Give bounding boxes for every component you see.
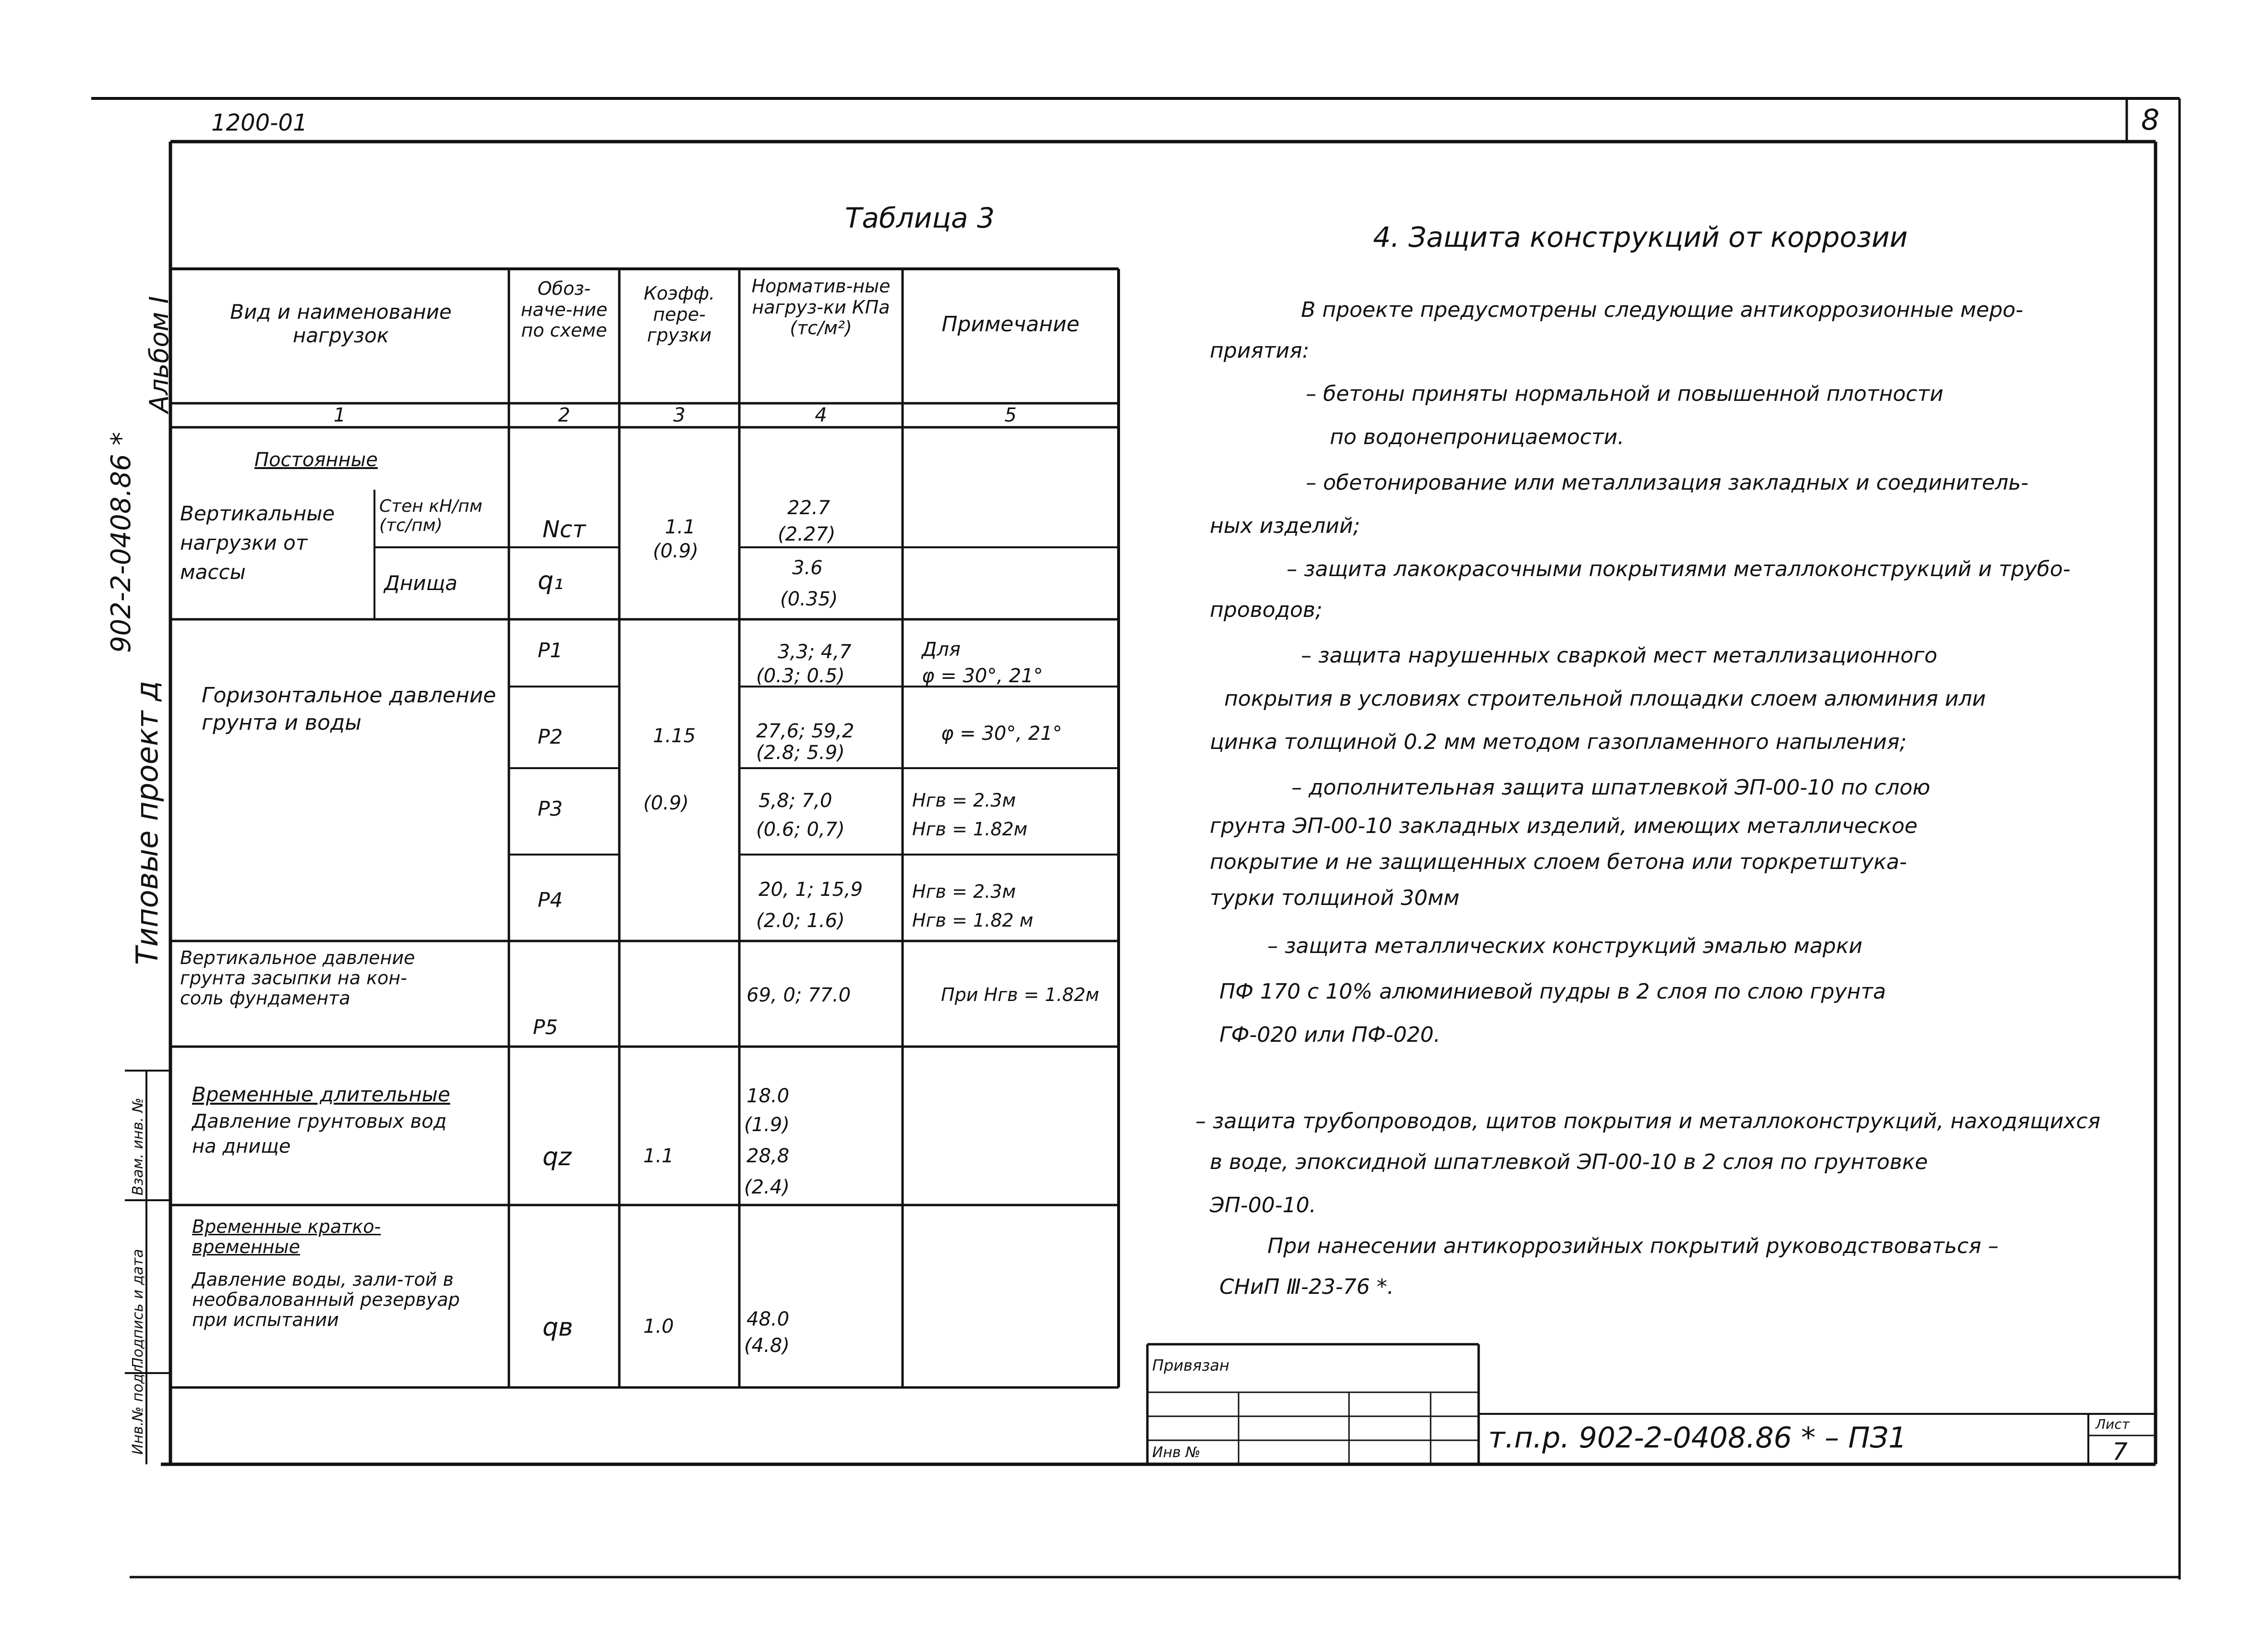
side-code: 902-2-0408.86 * <box>106 432 137 653</box>
ncr-value2: (2.27) <box>778 523 836 545</box>
p4-value: 20, 1; 15,9 <box>759 879 863 901</box>
ncr-coef: 1.1 <box>665 516 696 538</box>
qb-symbol: qв <box>542 1313 573 1342</box>
qb-coef: 1.0 <box>643 1315 674 1338</box>
temp-short-desc: Давление воды, зали-той в необвалованный резервуар при испытании <box>192 1269 460 1330</box>
p4-value2: (2.0; 1.6) <box>756 910 845 932</box>
stamp-list-label: Лист <box>2096 1416 2130 1432</box>
stamp-doc-code: т.п.р. 902-2-0408.86 * – ПЗ1 <box>1488 1421 1907 1455</box>
p5-note: При Нгв = 1.82м <box>941 984 1099 1005</box>
q1-value: 3.6 <box>792 557 823 579</box>
qz-symbol: qz <box>542 1143 572 1171</box>
qz-coef: 1.1 <box>643 1145 674 1167</box>
p4-note2: Нгв = 1.82 м <box>912 910 1034 931</box>
p2-note: φ = 30°, 21° <box>941 723 1062 745</box>
p2-symbol: P2 <box>538 725 563 748</box>
header-load-type: Вид и наименование нагрузок <box>230 300 452 347</box>
section-temp-long: Временные длительные <box>192 1083 450 1106</box>
col-number-2: 2 <box>558 404 570 426</box>
text-line: СНиП Ⅲ-23-76 *. <box>1219 1275 1394 1299</box>
text-line: покрытия в условиях строительной площадки слоем алюминия или <box>1224 687 1986 711</box>
header-designation: Обоз-наче-ние по схеме <box>520 278 608 341</box>
text-line: – защита металлических конструкций эмалью марки <box>1267 934 1863 958</box>
side-series: Типовые проект д <box>130 680 165 965</box>
text-line: приятия: <box>1210 338 1310 363</box>
qz-value3: 28,8 <box>747 1145 790 1167</box>
text-line: грунта ЭП-00-10 закладных изделий, имеющих металлическое <box>1210 814 1918 838</box>
text-line: – дополнительная защита шпатлевкой ЭП-00-10 по слою <box>1291 775 1930 800</box>
qz-value4: (2.4) <box>744 1176 790 1198</box>
p5-symbol: P5 <box>533 1015 558 1039</box>
horizontal-label: Горизонтальное давление грунта и воды <box>202 683 496 736</box>
stamp-list-number: 7 <box>2112 1438 2128 1466</box>
qb-value2: (4.8) <box>744 1335 790 1357</box>
p5-value: 69, 0; 77.0 <box>747 984 851 1006</box>
p1-value2: (0.3; 0.5) <box>756 665 845 687</box>
section-permanent: Постоянные <box>254 449 378 471</box>
p1-note2: φ = 30°, 21° <box>922 665 1043 687</box>
vertical-soil-label: Вертикальное давление грунта засыпки на кон-соль фундамента <box>180 947 415 1009</box>
text-line: в воде, эпоксидной шпатлевкой ЭП-00-10 в 2 слоя по грунтовке <box>1210 1150 1928 1174</box>
text-line: турки толщиной 30мм <box>1210 886 1460 910</box>
p3-note2: Нгв = 1.82м <box>912 819 1028 840</box>
text-line: ЭП-00-10. <box>1210 1193 1316 1218</box>
p3-coef: (0.9) <box>643 792 689 814</box>
col-number-5: 5 <box>1004 404 1017 426</box>
p3-symbol: P3 <box>538 797 563 820</box>
text-line: ПФ 170 с 10% алюминиевой пудры в 2 слоя по слою грунта <box>1219 979 1886 1004</box>
stamp-col-replace: Взам. инв. № <box>130 1097 146 1195</box>
ncr-coef2: (0.9) <box>653 540 699 562</box>
section-heading: 4. Защита конструкций от коррозии <box>1373 221 1908 253</box>
top-code: 1200-01 <box>211 109 308 136</box>
p4-symbol: P4 <box>538 888 563 912</box>
text-line: ГФ-020 или ПФ-020. <box>1219 1023 1441 1047</box>
text-line: – защита лакокрасочными покрытиями металлоконструкций и трубо- <box>1287 557 2071 581</box>
qz-value: 18.0 <box>747 1085 790 1107</box>
q1-value2: (0.35) <box>780 588 838 610</box>
stamp-col-sign: Подпись и дата <box>130 1249 146 1368</box>
text-line: – бетоны приняты нормальной и повышенной плотности <box>1306 382 1944 406</box>
col-number-3: 3 <box>673 404 686 426</box>
col-number-4: 4 <box>815 404 827 426</box>
header-normative: Норматив-ные нагруз-ки КПа (тс/м²) <box>751 276 891 339</box>
text-line: – защита нарушенных сваркой мест металлизационного <box>1301 643 1938 668</box>
p3-value2: (0.6; 0,7) <box>756 819 845 841</box>
col-number-1: 1 <box>333 404 346 426</box>
qz-value2: (1.9) <box>744 1114 790 1136</box>
q1-symbol: q₁ <box>538 567 564 595</box>
bottom-label: Днища <box>384 571 458 595</box>
header-note: Примечание <box>941 312 1080 337</box>
ncr-symbol: Nст <box>542 516 586 543</box>
p3-note: Нгв = 2.3м <box>912 790 1016 811</box>
side-album: Альбом I <box>144 296 174 413</box>
text-line: по водонепроницаемости. <box>1330 425 1625 449</box>
p1-symbol: P1 <box>538 639 563 662</box>
p1-note: Для <box>922 639 961 661</box>
temp-long-desc: Давление грунтовых вод на днище <box>192 1110 447 1158</box>
p1-value: 3,3; 4,7 <box>778 641 852 663</box>
vertical-mass-label: Вертикальные нагрузки от массы <box>180 502 335 584</box>
stamp-privyazan: Привязан <box>1152 1356 1229 1375</box>
header-coefficient: Коэфф. пере-грузки <box>643 283 715 346</box>
text-line: покрытие и не защищенных слоем бетона или торкретштука- <box>1210 850 1907 874</box>
stamp-col-inv: Инв.№ подл. <box>130 1360 146 1455</box>
text-line: цинка толщиной 0.2 мм методом газопламенного напыления; <box>1210 730 1907 754</box>
p2-value: 27,6; 59,2 <box>756 720 855 742</box>
text-line: ных изделий; <box>1210 514 1361 538</box>
text-line: В проекте предусмотрены следующие антикоррозионные меро- <box>1301 298 2024 322</box>
ncr-value: 22.7 <box>787 497 831 519</box>
p2-coef: 1.15 <box>653 725 696 747</box>
walls-label: Стен кН/пм (тс/пм) <box>379 496 482 535</box>
p2-value2: (2.8; 5.9) <box>756 742 845 764</box>
sheet-mark: 8 <box>2141 103 2160 137</box>
p4-note: Нгв = 2.3м <box>912 881 1016 902</box>
text-line: – защита трубопроводов, щитов покрытия и металлоконструкций, находящихся <box>1195 1109 2101 1133</box>
qb-value: 48.0 <box>747 1308 790 1330</box>
text-line: проводов; <box>1210 598 1323 622</box>
text-line: При нанесении антикоррозийных покрытий руководствоваться – <box>1267 1234 1999 1258</box>
section-temp-short: Временные кратко-временные <box>192 1216 381 1257</box>
stamp-inv: Инв № <box>1152 1444 1201 1461</box>
text-line: – обетонирование или металлизация закладных и соединитель- <box>1306 470 2029 495</box>
p3-value: 5,8; 7,0 <box>759 790 832 812</box>
table-title: Таблица 3 <box>845 202 995 234</box>
